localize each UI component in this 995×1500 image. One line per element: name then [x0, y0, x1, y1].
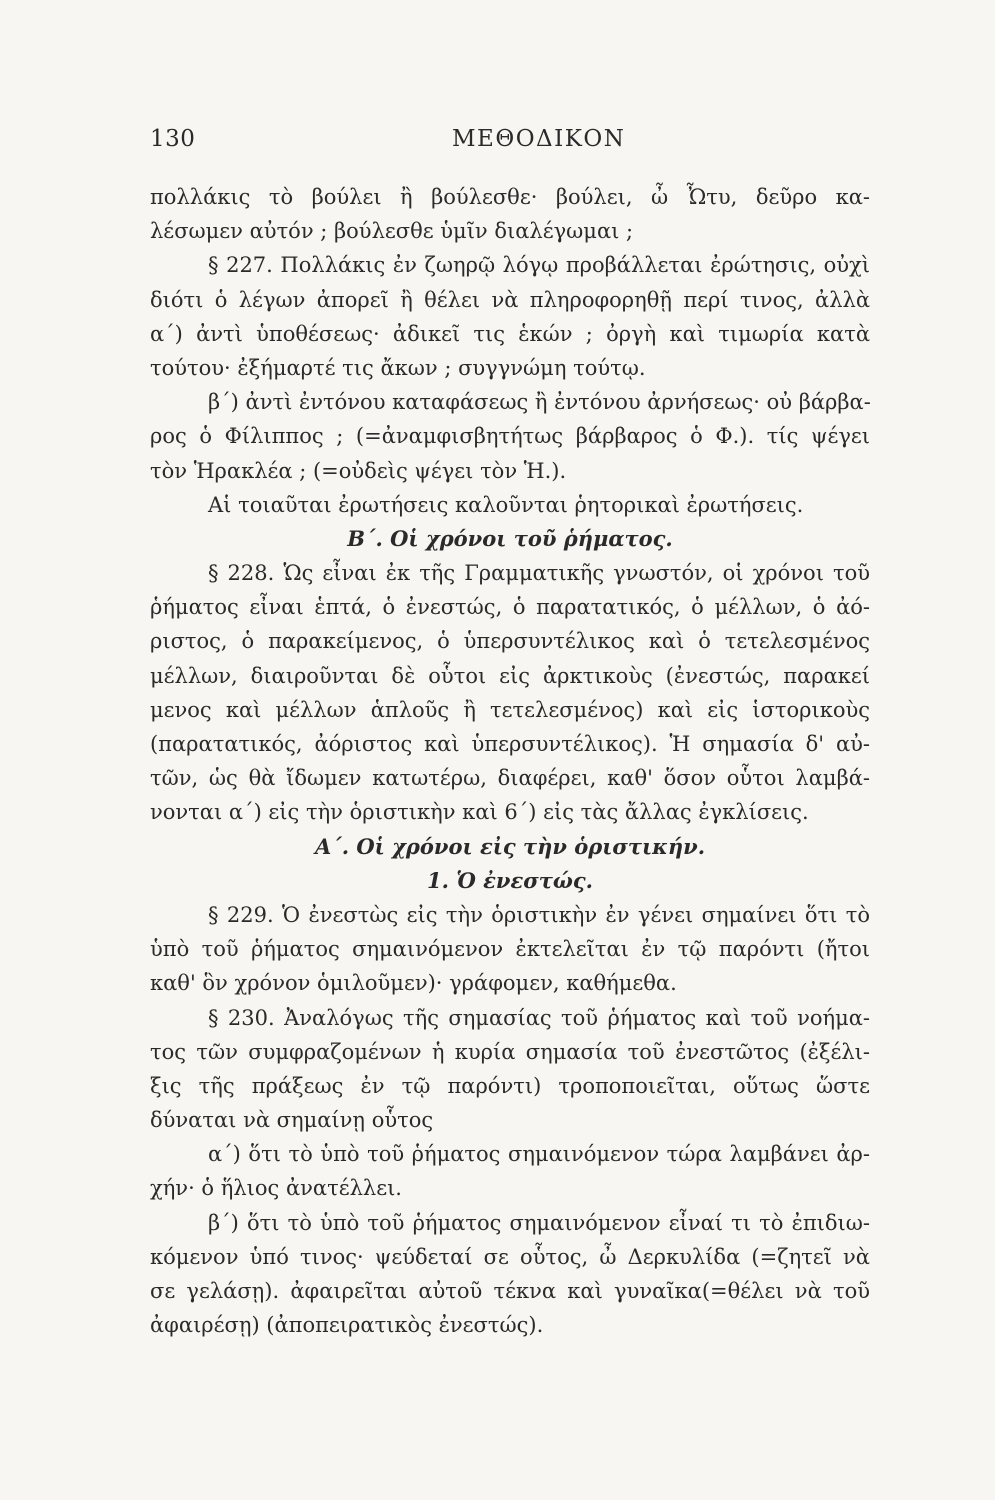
text-line: α΄) ὅτι τὸ ὑπὸ τοῦ ῥήματος σημαινόμενον τώρα λαμβάνει ἀρ-	[208, 1142, 870, 1167]
text-line: (παρατατικός, ἀόριστος καὶ ὑπερσυντέλικος). Ἡ σημασία δ' αὐ-	[150, 732, 870, 756]
subheading-present: 1. Ὁ ἐνεστώς.	[427, 867, 593, 893]
text-line: ριστος, ὁ παρακείμενος, ὁ ὑπερσυντέλικος καὶ ὁ τετελεσμένος	[150, 629, 870, 654]
text-line: ἀφαιρέσῃ) (ἀποπειρατικὸς ἐνεστώς).	[150, 1313, 544, 1338]
section-227: § 227. Πολλάκις ἐν ζωηρῷ λόγῳ προβάλλεται ἐρώτησις, οὐχὶ	[208, 253, 870, 278]
text-line: τῶν, ὡς θὰ ἴδωμεν κατωτέρω, διαφέρει, καθ' ὅσον οὗτοι λαμβά-	[150, 766, 870, 791]
text-line: μέλλων, διαιροῦνται δὲ οὗτοι εἰς ἀρκτικοὺς (ἐνεστώς, παρακεί	[150, 663, 870, 688]
section-230: § 230. Ἀναλόγως τῆς σημασίας τοῦ ῥήματος καὶ τοῦ νοήμα-	[208, 1005, 870, 1030]
text-line: τος τῶν συμφραζομένων ἡ κυρία σημασία τοῦ ἐνεστῶτος (ἐξέλι-	[150, 1039, 870, 1064]
text-line: νονται α΄) εἰς τὴν ὁριστικὴν καὶ 6΄) εἰς τὰς ἄλλας ἐγκλίσεις.	[150, 800, 809, 825]
section-229: § 229. Ὁ ἐνεστὼς εἰς τὴν ὁριστικὴν ἐν γένει σημαίνει ὅτι τὸ	[208, 902, 870, 927]
text-line: τὸν Ἡρακλέα ; (=οὐδεὶς ψέγει τὸν Ἡ.).	[150, 458, 567, 483]
text-line: μενος καὶ μέλλων ἁπλοῦς ἢ τετελεσμένος) καὶ εἰς ἱστορικοὺς	[150, 697, 870, 722]
running-head: ΜΕΘΟΔΙΚΟΝ	[452, 126, 626, 152]
text-line: δύναται νὰ σημαίνῃ οὗτος	[150, 1108, 434, 1133]
text-line: κόμενον ὑπό τινος· ψεύδεταί σε οὗτος, ὦ Δερκυλίδα (=ζητεῖ νὰ	[150, 1244, 870, 1269]
text-line: πολλάκις τὸ βούλει ἢ βούλεσθε· βούλει, ὦ Ὦτυ, δεῦρο κα-	[150, 185, 870, 209]
text-line: καθ' ὃν χρόνον ὁμιλοῦμεν)· γράφομεν, καθήμεθα.	[150, 971, 677, 996]
page-number: 130	[150, 126, 196, 152]
text-line: ξις τῆς πράξεως ἐν τῷ παρόντι) τροποποιεῖται, οὕτως ὥστε	[150, 1073, 870, 1098]
text-line: Αἱ τοιαῦται ἐρωτήσεις καλοῦνται ῥητορικαὶ ἐρωτήσεις.	[208, 492, 804, 517]
text-line: ὑπὸ τοῦ ῥήματος σημαινόμενον ἐκτελεῖται ἐν τῷ παρόντι (ἤτοι	[150, 937, 870, 962]
text-line: α΄) ἀντὶ ὑποθέσεως· ἀδικεῖ τις ἑκών ; ὀργὴ καὶ τιμωρία κατὰ	[150, 321, 870, 346]
text-line: β΄) ὅτι τὸ ὑπὸ τοῦ ῥήματος σημαινόμενον εἶναί τι τὸ ἐπιδιω-	[208, 1210, 870, 1235]
text-line: σε γελάσῃ). ἀφαιρεῖται αὐτοῦ τέκνα καὶ γυναῖκα(=θέλει νὰ τοῦ	[150, 1279, 870, 1303]
subheading-indicative: Α΄. Οἱ χρόνοι εἰς τὴν ὁριστικήν.	[314, 833, 706, 859]
body-text	[150, 180, 870, 1342]
subheading-tenses: Β΄. Οἱ χρόνοι τοῦ ῥήματος.	[347, 525, 673, 551]
text-line: τούτου· ἐξήμαρτέ τις ἄκων ; συγγνώμη τούτῳ.	[150, 355, 646, 380]
text-line: λέσωμεν αὐτόν ; βούλεσθε ὑμῖν διαλέγωμαι ;	[150, 219, 634, 244]
text-line: διότι ὁ λέγων ἀπορεῖ ἢ θέλει νὰ πληροφορηθῇ περί τινος, ἀλλὰ	[150, 287, 870, 312]
text-line: χήν· ὁ ἥλιος ἀνατέλλει.	[150, 1176, 402, 1201]
text-line: ῥήματος εἶναι ἑπτά, ὁ ἐνεστώς, ὁ παρατατικός, ὁ μέλλων, ὁ ἀό-	[150, 595, 870, 620]
section-228: § 228. Ὡς εἶναι ἐκ τῆς Γραμματικῆς γνωστόν, οἱ χρόνοι τοῦ	[208, 561, 870, 586]
text-line: ρος ὁ Φίλιππος ; (=ἀναμφισβητήτως βάρβαρος ὁ Φ.). τίς ψέγει	[150, 424, 870, 449]
text-line: β΄) ἀντὶ ἐντόνου καταφάσεως ἢ ἐντόνου ἀρνήσεως· οὐ βάρβα-	[208, 390, 871, 415]
